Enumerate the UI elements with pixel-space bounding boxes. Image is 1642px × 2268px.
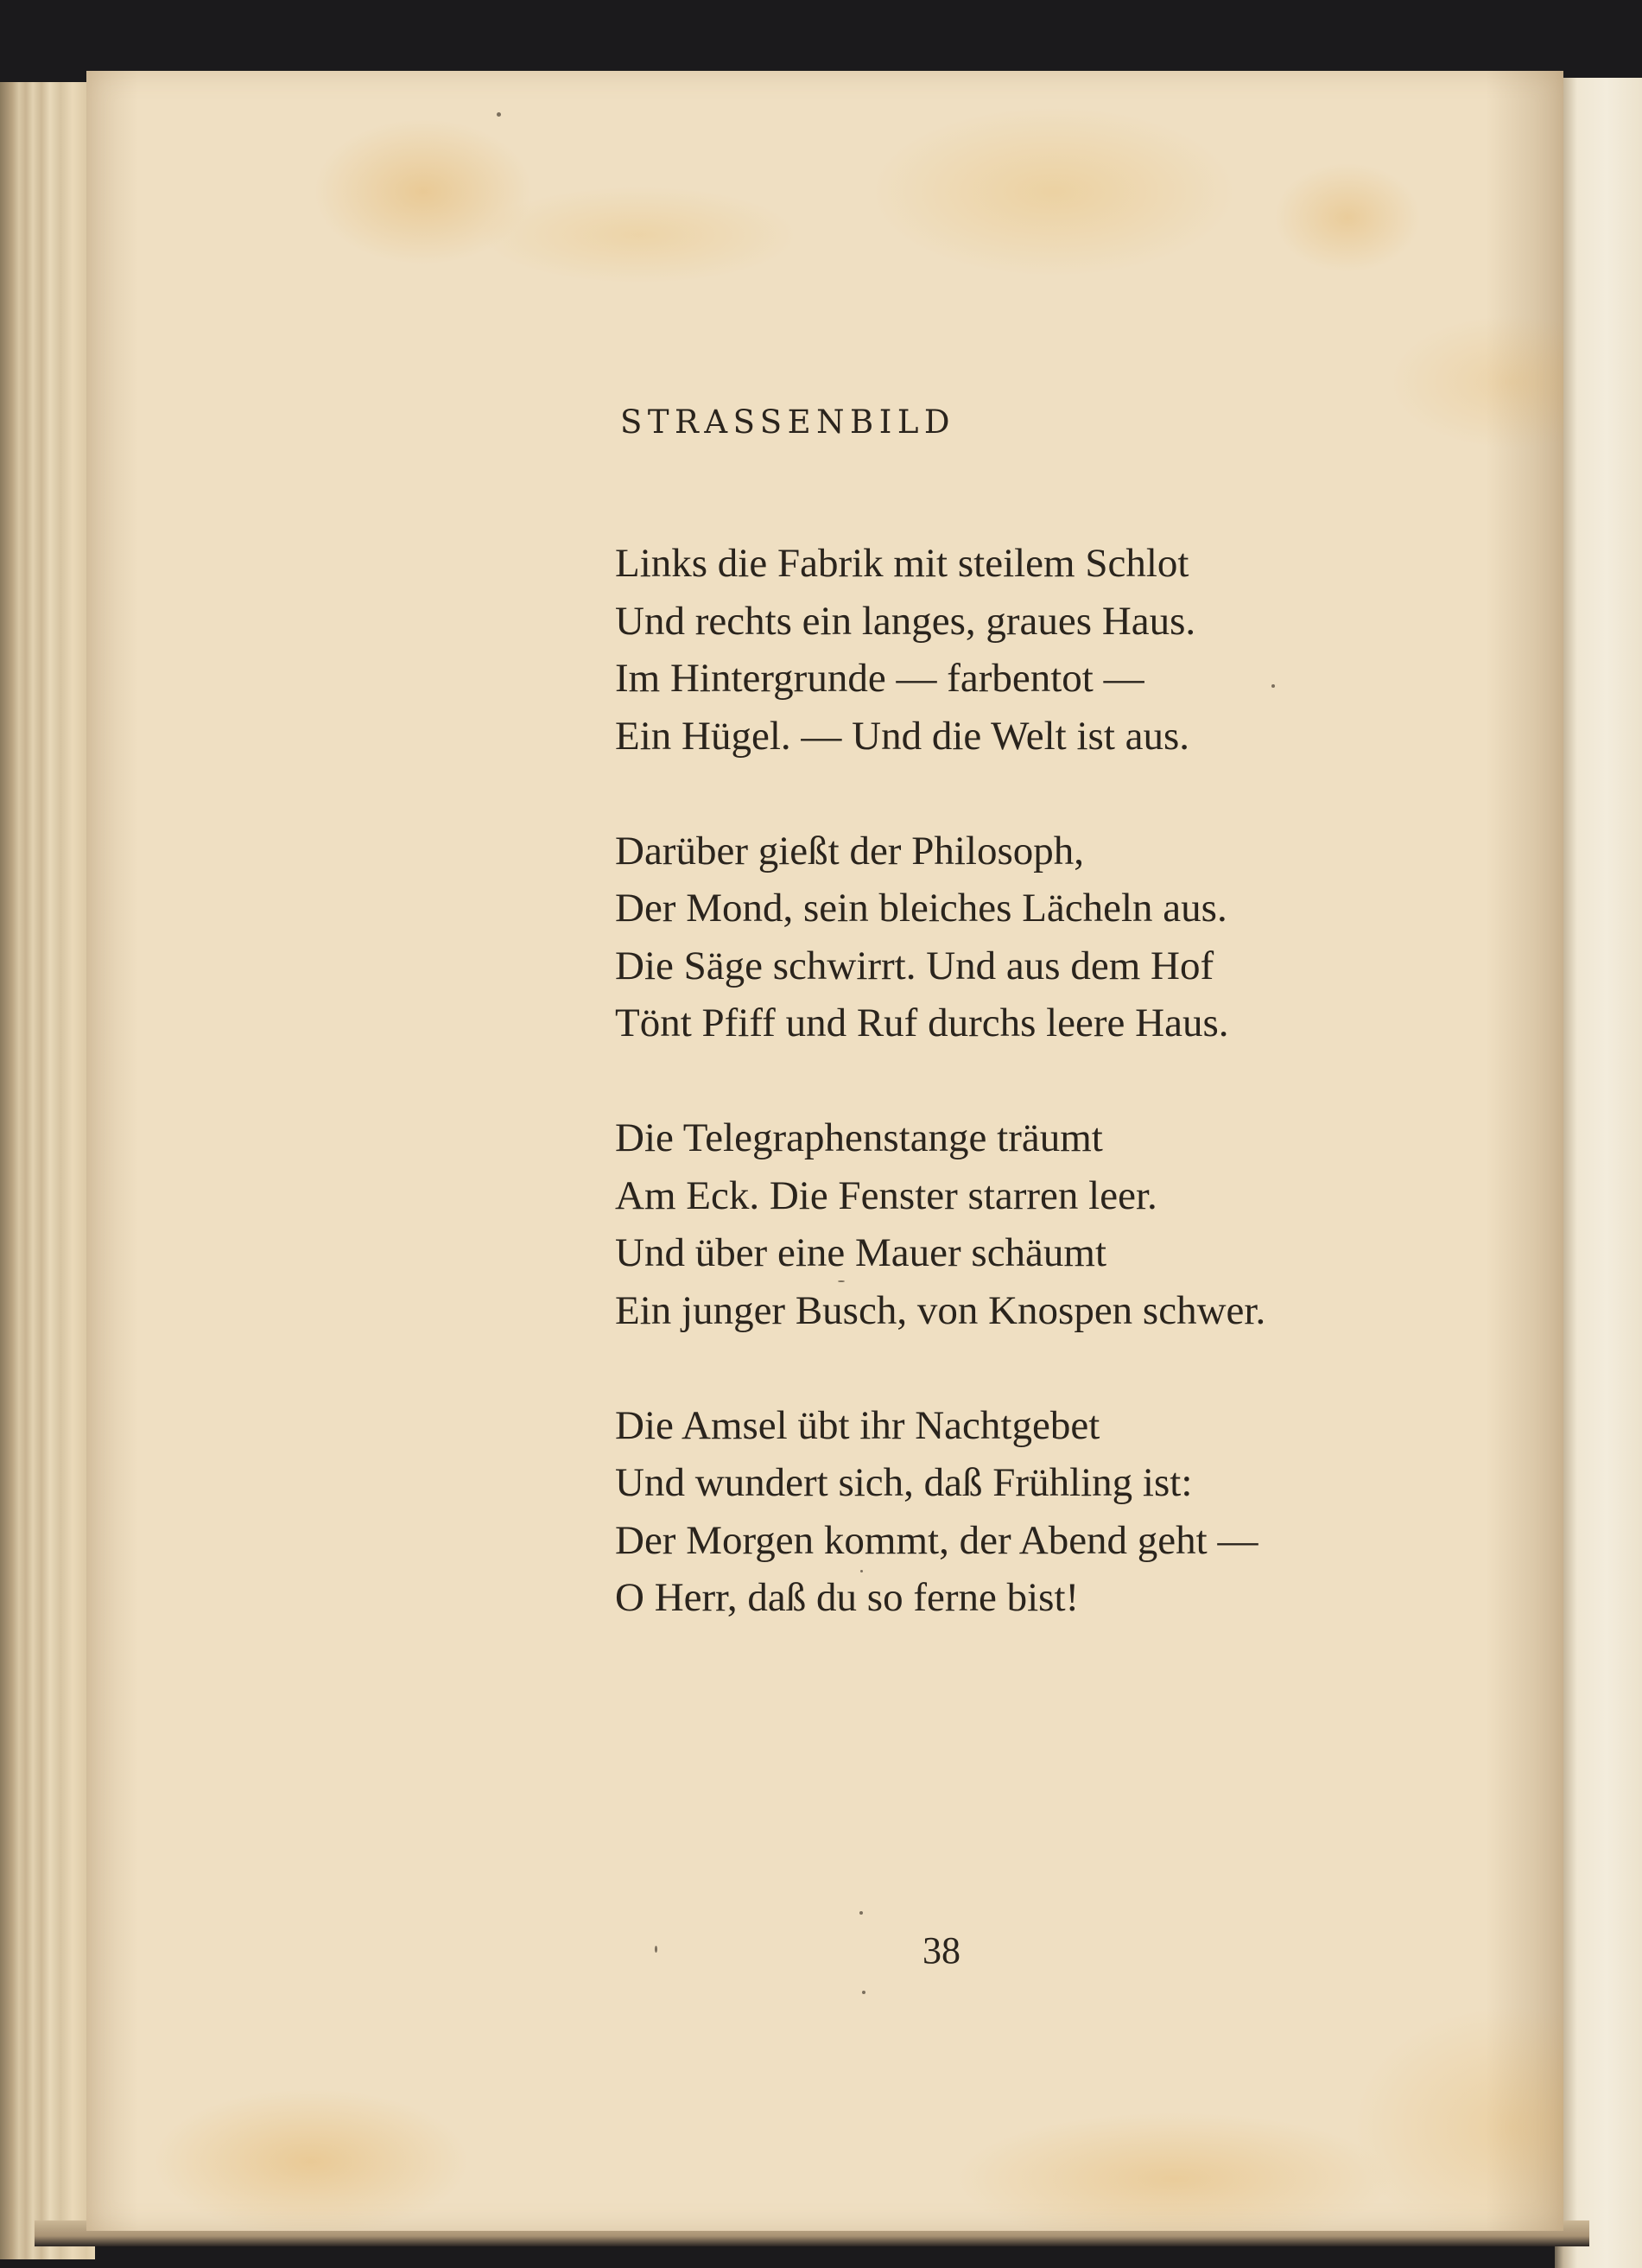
- poem-line: O Herr, daß du so ferne bist!: [615, 1575, 1080, 1620]
- poem-line: Im Hintergrunde — farbentot —: [615, 656, 1144, 701]
- paper-speck: [838, 1280, 845, 1282]
- paper-speck: [862, 1991, 865, 1994]
- poem-line: Und rechts ein langes, graues Haus.: [615, 598, 1196, 644]
- poem-line: Darüber gießt der Philosoph,: [615, 828, 1085, 874]
- poem-line: Ein Hügel. — Und die Welt ist aus.: [615, 713, 1190, 759]
- paper-speck: [497, 112, 501, 117]
- poem-line: Links die Fabrik mit steilem Schlot: [615, 541, 1189, 586]
- poem-line: Und über eine Mauer schäumt: [615, 1230, 1107, 1275]
- poem-line: Tönt Pfiff und Ruf durchs leere Haus.: [615, 1001, 1229, 1045]
- book-page: [86, 71, 1563, 2231]
- paper-speck: [1271, 684, 1275, 688]
- paper-speck: [860, 1570, 863, 1572]
- poem-body: [615, 535, 1265, 1627]
- poem-line: Am Eck. Die Fenster starren leer.: [615, 1172, 1157, 1218]
- poem-line: Und wundert sich, daß Frühling ist:: [615, 1460, 1193, 1505]
- poem-line: Die Säge schwirrt. Und aus dem Hof: [615, 943, 1214, 988]
- facing-page-edge: [1555, 78, 1642, 2268]
- stanza-4: [615, 1397, 1265, 1627]
- page-number: 38: [922, 1929, 960, 1972]
- poem-line: Die Telegraphenstange träumt: [615, 1115, 1103, 1160]
- poem-line: Ein junger Busch, von Knospen schwer.: [615, 1287, 1266, 1333]
- poem-line: Die Amsel übt ihr Nachtgebet: [615, 1402, 1100, 1448]
- poem-line: Der Mond, sein bleiches Lächeln aus.: [615, 886, 1227, 931]
- stanza-2: [615, 823, 1265, 1052]
- stanza-3: [615, 1109, 1265, 1339]
- paper-speck: [859, 1911, 863, 1915]
- poem-line: Der Morgen kommt, der Abend geht —: [615, 1517, 1258, 1563]
- poem-title: STRASSENBILD: [620, 403, 956, 441]
- paper-speck: [655, 1946, 657, 1953]
- page-stack-edge: [0, 82, 95, 2259]
- stanza-1: [615, 535, 1265, 765]
